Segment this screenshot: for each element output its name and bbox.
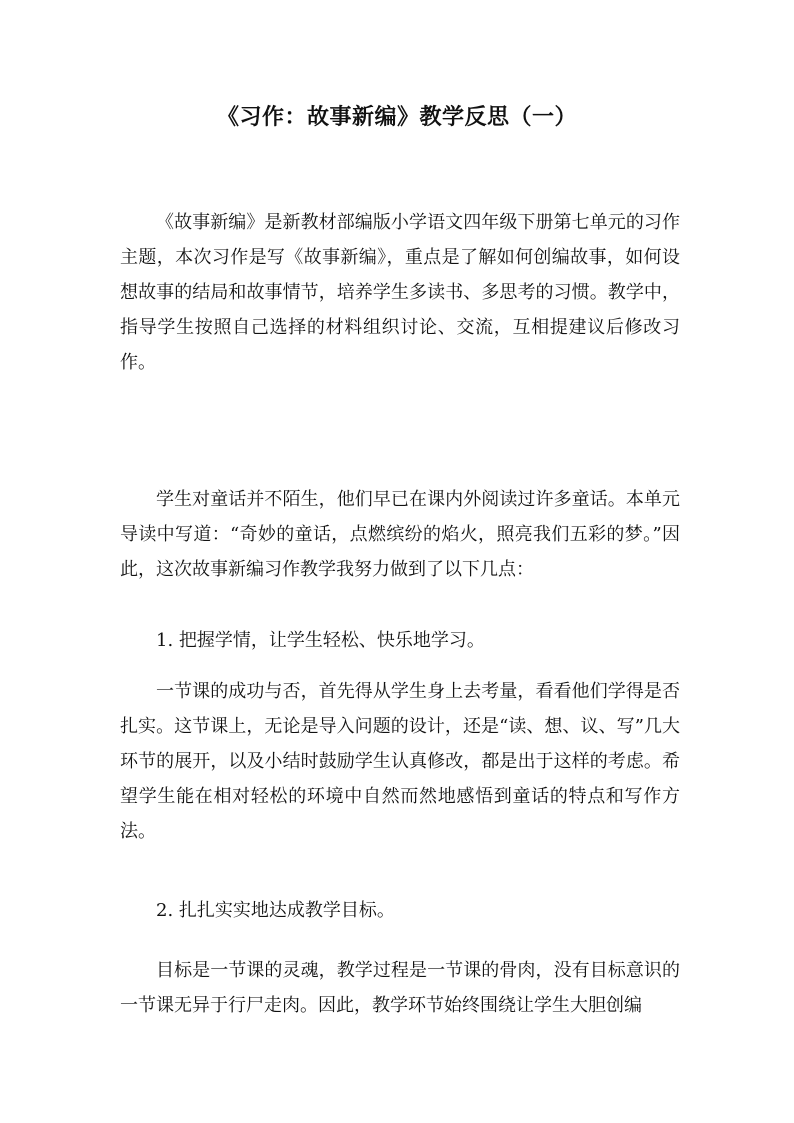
paragraph-background: 学生对童话并不陌生，他们早已在课内外阅读过许多童话。本单元导读中写道：“奇妙的童话，点燃缤纷的焰火，照亮我们五彩的梦。”因此，这次故事新编习作教学我努力做到了以下几点： [120, 489, 680, 580]
paragraph-intro: 《故事新编》是新教材部编版小学语文四年级下册第七单元的习作主题，本次习作是写《故事新编》，重点是了解如何创编故事，如何设想故事的结局和故事情节，培养学生多读书、多思考的习惯。教学中，指导学生按照自己选择的材料组织讨论、交流，互相提建议后修改习作。 [120, 212, 680, 373]
document-title: 《习作：故事新编》教学反思（一） [216, 104, 577, 130]
paragraph-point-2: 目标是一节课的灵魂，教学过程是一节课的骨肉，没有目标意识的一节课无异于行尸走肉。因此，教学环节始终围绕让学生大胆创编 [120, 960, 680, 1016]
point-heading-2: 2. 扎扎实实地达成教学目标。 [156, 900, 395, 921]
point-heading-1: 1. 把握学情，让学生轻松、快乐地学习。 [156, 630, 485, 651]
paragraph-point-1: 一节课的成功与否，首先得从学生身上去考量，看看他们学得是否扎实。这节课上，无论是导入问题的设计，还是“读、想、议、写”几大环节的展开，以及小结时鼓励学生认真修改，都是出于这样的考虑。希望学生能在相对轻松的环境中自然而然地感悟到童话的特点和写作方法。 [120, 681, 680, 842]
